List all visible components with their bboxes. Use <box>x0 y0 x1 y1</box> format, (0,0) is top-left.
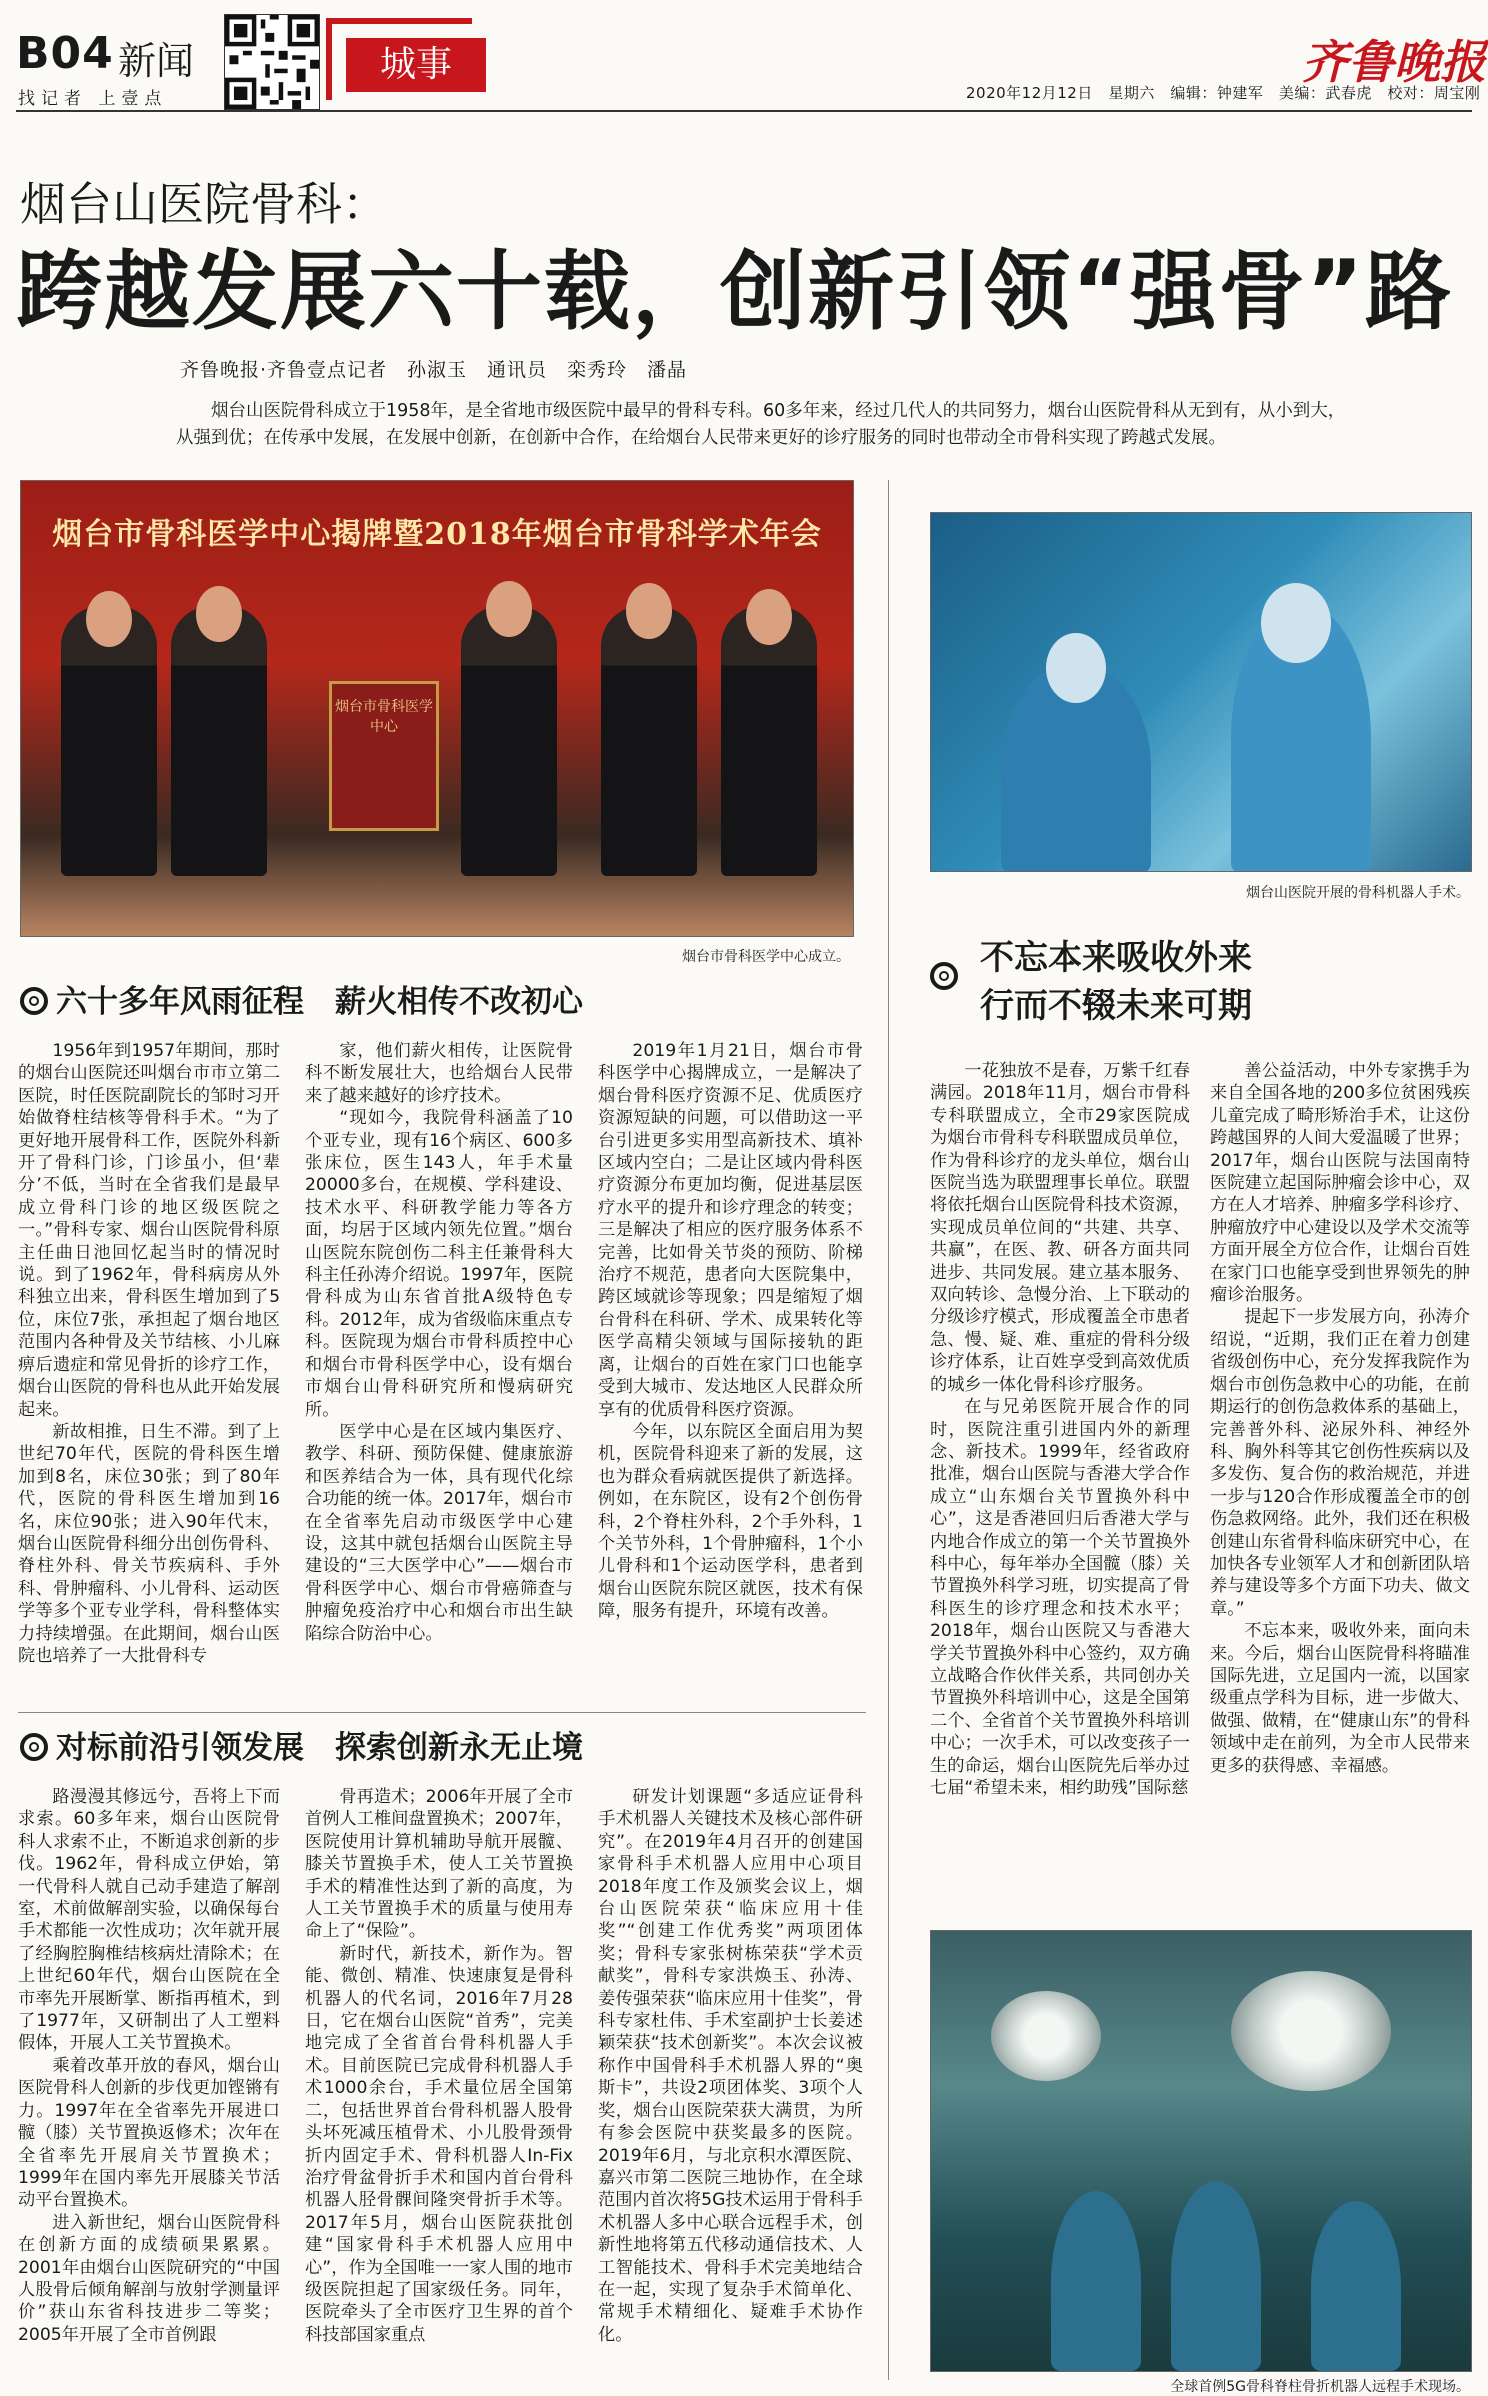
slogan: 找记者 上壹点 <box>18 89 168 109</box>
ceremony-banner: 烟台市骨科医学中心揭牌暨2018年烟台市骨科学术年会 <box>52 517 822 552</box>
person-figure <box>601 606 697 876</box>
paragraph: 新故相推，日生不滞。到了上世纪70年代，医院的骨科医生增加到8名，床位30张；到了80年代，医院的骨科医生增加到16名，床位90张；进入90年代末，烟台山医院骨科细分出创伤骨科、脊柱外科、骨关节疾病科、手外科、骨肿瘤科、小儿骨科、运动医学等多个亚专业学科，骨科整体实力持续增强。在此期间，烟台山医院也培养了一大批骨科专 <box>18 1421 280 1666</box>
5g-surgery-photo <box>930 1930 1472 2372</box>
surgical-lamp <box>1231 1971 1391 2091</box>
body-column-1 <box>18 1040 280 1700</box>
body-column-4 <box>18 1786 280 2376</box>
surgeon-figure <box>1311 2201 1401 2371</box>
lead-paragraph: 烟台山医院骨科成立于1958年，是全省地市级医院中最早的骨科专科。60多年来，经过几代人的共同努力，烟台山医院骨科从无到有，从小到大，从强到优；在传承中发展，在发展中创新，在创新中合作，在给烟台人民带来更好的诊疗服务的同时也带动全市骨科实现了跨越式发展。 <box>176 401 1346 448</box>
person-head <box>746 589 792 645</box>
qr-pattern <box>225 15 319 109</box>
column-tab: 城事 <box>346 38 486 92</box>
paragraph: 乘着改革开放的春风，烟台山医院骨科人创新的步伐更加铿锵有力。1997年在全省率先开展进口髋（膝）关节置换返修术；次年在全省率先开展肩关节置换术；1999年在国内率先开展膝关节活动平台置换术。 <box>18 2055 280 2211</box>
surgeon-head <box>1046 633 1106 703</box>
header-rule <box>16 110 1472 112</box>
section-heading-3-line1: 不忘本来吸收外来 <box>980 938 1252 978</box>
paragraph: 一花独放不是春，万紫千红春满园。2018年11月，烟台市骨科专科联盟成立，全市29家医院成为烟台市骨科专科联盟成员单位，作为骨科诊疗的龙头单位，烟台山医院当选为联盟理事长单位。联盟将依托烟台山医院骨科技术资源，实现成员单位间的“共建、共享、共赢”，在医、教、研各方面共同进步、共同发展。建立基本服务、双向转诊、急慢分治、上下联动的分级诊疗模式，形成覆盖全市患者急、慢、疑、难、重症的骨科分级诊疗体系，让百姓享受到高效优质的城乡一体化骨科诊疗服务。 <box>930 1061 1190 1395</box>
paragraph: 不忘本来，吸收外来，面向未来。今后，烟台山医院骨科将瞄准国际先进，立足国内一流，以国家级重点学科为目标，进一步做大、做强、做精，在“健康山东”的骨科领域中走在前列，为全市人民带来更多的获得感、幸福感。 <box>1210 1621 1470 1776</box>
paragraph: 新时代，新技术，新作为。智能、微创、精准、快速康复是骨科机器人的代名词，2016年7月28日，它在烟台山医院“首秀”，完美地完成了全省首台骨科机器人手术。目前医院已完成骨科机器人手术1000余台，手术量位居全国第二，包括世界首台骨科机器人股骨头坏死减压植骨术、小儿股骨颈骨折内固定手术、骨科机器人In-Fix治疗骨盆骨折手术和国内首台骨科机器人胫骨髁间隆突骨折手术等。2017年5月，烟台山医院获批创建“国家骨科手术机器人应用中心”，作为全国唯一一家人围的地市级医院担起了国家级任务。同年，医院牵头了全市医疗卫生界的首个科技部国家重点 <box>305 1943 573 2345</box>
page-number: B04 <box>16 28 114 79</box>
circle-bullet-icon <box>20 987 48 1015</box>
body-column-8 <box>1210 1060 1470 1920</box>
newspaper-logo: 齐鲁晚报 <box>1302 35 1486 89</box>
person-head <box>486 581 532 637</box>
section-divider <box>18 1712 866 1713</box>
dateline: 2020年12月12日 星期六 编辑：钟建军 美编：武春虎 校对：周宝刚 <box>966 84 1481 102</box>
headline: 跨越发展六十载，创新引领“强骨”路 <box>16 242 1454 342</box>
robot-surgery-photo <box>930 512 1472 872</box>
section-heading-1-text: 六十多年风雨征程 薪火相传不改初心 <box>56 984 583 1020</box>
kicker: 烟台山医院骨科： <box>20 177 388 231</box>
surgeon-figure <box>1051 2191 1141 2371</box>
person-figure <box>721 606 817 876</box>
ceremony-photo <box>20 480 854 937</box>
paragraph: 善公益活动，中外专家携手为来自全国各地的200多位贫困残疾儿童完成了畸形矫治手术，让这份跨越国界的人间大爱温暖了世界；2017年，烟台山医院与法国南特医院建立起国际肿瘤会诊中心，双方在人才培养、肿瘤多学科诊疗、肿瘤放疗中心建设以及学术交流等方面开展全方位合作，让烟台百姓在家门口也能享受到世界领先的肿瘤诊治服务。 <box>1210 1061 1470 1306</box>
body-column-3 <box>598 1040 863 1700</box>
surgeon-head <box>1261 583 1331 663</box>
paragraph: 医学中心是在区域内集医疗、教学、科研、预防保健、健康旅游和医养结合为一体，具有现代化综合功能的统一体。2017年，烟台市在全省率先启动市级医学中心建设，这其中就包括烟台山医院主导建设的“三大医学中心”——烟台市骨科医学中心、烟台市骨癌筛查与肿瘤免疫治疗中心和烟台市出生缺陷综合防治中心。 <box>305 1421 573 1644</box>
qr-code-icon[interactable] <box>224 14 320 110</box>
paragraph: 研发计划课题“多适应证骨科手术机器人关键技术及核心部件研究”。在2019年4月召开的创建国家骨科手术机器人应用中心项目2018年度工作及颁奖会议上，烟台山医院荣获“临床应用十佳奖”“创建工作优秀奖”两项团体奖；骨科专家张树栋荣获“学术贡献奖”，骨科专家洪焕玉、孙涛、姜传强荣获“临床应用十佳奖”，骨科专家杜伟、手术室副护士长姜述颖荣获“技术创新奖”。本次会议被称作中国骨科手术机器人界的“奥斯卡”，共设2项团体奖、3项个人奖，烟台山医院荣获大满贯，为所有参会医院中获奖最多的医院。2019年6月，与北京积水潭医院、嘉兴市第二医院三地协作，在全球范围内首次将5G技术运用于骨科手术机器人多中心联合远程手术，创新性地将第五代移动通信技术、人工智能技术、骨科手术完美地结合在一起，实现了复杂手术简单化、常规手术精细化、疑难手术协作化。 <box>598 1787 863 2345</box>
paragraph: 1956年到1957年期间，那时的烟台山医院还叫烟台市市立第二医院，时任医院副院长的邹时习开始做脊柱结核等骨科手术。“为了更好地开展骨科工作，医院外科新开了骨科门诊，门诊虽小，但‘辈分’不低，当时在全省我们是最早成立骨科门诊的地区级医院之一。”骨科专家、烟台山医院骨科原主任曲日池回忆起当时的情况时说。到了1962年，骨科病房从外科独立出来，骨科医生增加到了5位，床位7张，承担起了烟台地区范围内各种骨及关节结核、小儿麻痹后遗症和常见骨折的诊疗工作，烟台山医院的骨科也从此开始发展起来。 <box>18 1041 280 1420</box>
paragraph: 今年，以东院区全面启用为契机，医院骨科迎来了新的发展，这也为群众看病就医提供了新选择。例如，在东院区，设有2个创伤骨科，2个脊柱外科，2个手外科，1个关节外科，1个骨肿瘤科，1个小儿骨科和1个运动医学科，患者到烟台山医院东院区就医，技术有保障，服务有提升，环境有改善。 <box>598 1421 863 1622</box>
person-figure <box>171 606 267 876</box>
section-heading-1 <box>20 976 583 1021</box>
surgical-lamp <box>991 1991 1101 2081</box>
circle-bullet-icon <box>930 962 958 990</box>
section-heading-3-line2: 行而不辍未来可期 <box>980 986 1252 1026</box>
person-figure <box>461 606 557 876</box>
paragraph: 提起下一步发展方向，孙涛介绍说，“近期，我们正在着力创建省级创伤中心，充分发挥我院作为烟台市创伤急救中心的功能，在前期运行的创伤急救体系的基础上，完善普外科、泌尿外科、神经外科、胸外科等其它创伤性疾病以及多发伤、复合伤的救治规范，并进一步与120合作形成覆盖全市的创伤急救网络。此外，我们还在积极创建山东省骨科临床研究中心，在加快各专业领军人才和创新团队培养与建设等多个方面下功夫、做文章。” <box>1210 1307 1470 1619</box>
surgeon-figure <box>1171 2181 1261 2371</box>
section-heading-2-text: 对标前沿引领发展 探索创新永无止境 <box>56 1730 583 1766</box>
person-head <box>626 583 672 639</box>
byline: 齐鲁晚报·齐鲁壹点记者 孙淑玉 通讯员 栾秀玲 潘晶 <box>180 359 688 381</box>
section-heading-3 <box>930 934 1252 1030</box>
body-column-6 <box>598 1786 863 2376</box>
section-heading-2 <box>20 1722 583 1767</box>
body-column-7 <box>930 1060 1190 1920</box>
center-plaque: 烟台市骨科医学中心 <box>329 681 439 831</box>
photo1-caption: 烟台市骨科医学中心成立。 <box>682 949 850 965</box>
person-head <box>86 591 132 647</box>
body-column-2 <box>305 1040 573 1700</box>
body-column-5 <box>305 1786 573 2376</box>
paragraph: 路漫漫其修远兮，吾将上下而求索。60多年来，烟台山医院骨科人求索不止，不断追求创新的步伐。1962年，骨科成立伊始，第一代骨科人就自己动手建造了解剖室，术前做解剖实验，以确保每台手术都能一次性成功；次年就开展了经胸腔胸椎结核病灶清除术；在上世纪60年代，烟台山医院在全市率先开展断掌、断指再植术，到了1977年，又研制出了人工塑料假体，开展人工关节置换术。 <box>18 1787 280 2054</box>
paragraph: 在与兄弟医院开展合作的同时，医院注重引进国内外的新理念、新技术。1999年，经省政府批准，烟台山医院与香港大学合作成立“山东烟台关节置换外科中心”，这是香港回归后香港大学与内地合作成立的第一个关节置换外科中心，每年举办全国髋（膝）关节置换外科学习班，切实提高了骨科医生的诊疗理念和技术水平；2018年，烟台山医院又与香港大学关节置换外科中心签约，双方确立战略合作伙伴关系，共同创办关节置换外科培训中心，这是全国第二个、全省首个关节置换外科培训中心；一次手术，可以改变孩子一生的命运，烟台山医院先后举办过七届“希望未来，相约助残”国际慈 <box>930 1397 1190 1798</box>
circle-bullet-icon <box>20 1733 48 1761</box>
photo3-caption: 全球首例5G骨科脊柱骨折机器人远程手术现场。 <box>1170 2379 1470 2395</box>
paragraph: 骨再造术；2006年开展了全市首例人工椎间盘置换术；2007年，医院使用计算机辅助导航开展髋、膝关节置换手术，使人工关节置换手术的精准性达到了新的高度，为人工关节置换手术的质量与使用寿命上了“保险”。 <box>305 1787 573 1942</box>
paragraph: 2019年1月21日，烟台市骨科医学中心揭牌成立，一是解决了烟台骨科医疗资源不足、优质医疗资源短缺的问题，可以借助这一平台引进更多实用型高新技术、填补区域内空白；二是让区域内骨科医疗资源分布更加均衡，促进基层医疗水平的提升和诊疗理念的转变；三是解决了相应的医疗服务体系不完善，比如骨关节炎的预防、阶梯治疗不规范，患者向大医院集中，跨区域就诊等现象；四是缩短了烟台骨科在科研、学术、成果转化等医学高精尖领域与国际接轨的距离，让烟台的百姓在家门口也能享受到大城市、发达地区人民群众所享有的优质骨科医疗资源。 <box>598 1041 863 1420</box>
column-divider <box>888 480 889 2380</box>
photo2-caption: 烟台山医院开展的骨科机器人手术。 <box>1246 885 1470 901</box>
paragraph: 家，他们薪火相传，让医院骨科不断发展壮大，也给烟台人民带来了越来越好的诊疗技术。 <box>305 1041 573 1106</box>
paragraph: 进入新世纪，烟台山医院骨科在创新方面的成绩硕果累累。2001年由烟台山医院研究的“中国人股骨后倾角解剖与放射学测量评价”获山东省科技进步二等奖；2005年开展了全市首例跟 <box>18 2212 280 2345</box>
section-name: 新闻 <box>118 39 195 83</box>
paragraph: “现如今，我院骨科涵盖了10个亚专业，现有16个病区、600多张床位，医生143人，年手术量20000多台，在规模、学科建设、技术水平、科研教学能力等各方面，均居于区域内领先位置。”烟台山医院东院创伤二科主任兼骨科大科主任孙涛介绍说。1997年，医院骨科成为山东省首批A级特色专科。2012年，成为省级临床重点专科。医院现为烟台市骨科质控中心和烟台市骨科医学中心，设有烟台市烟台山骨科研究所和慢病研究所。 <box>305 1108 573 1420</box>
person-head <box>196 586 242 642</box>
